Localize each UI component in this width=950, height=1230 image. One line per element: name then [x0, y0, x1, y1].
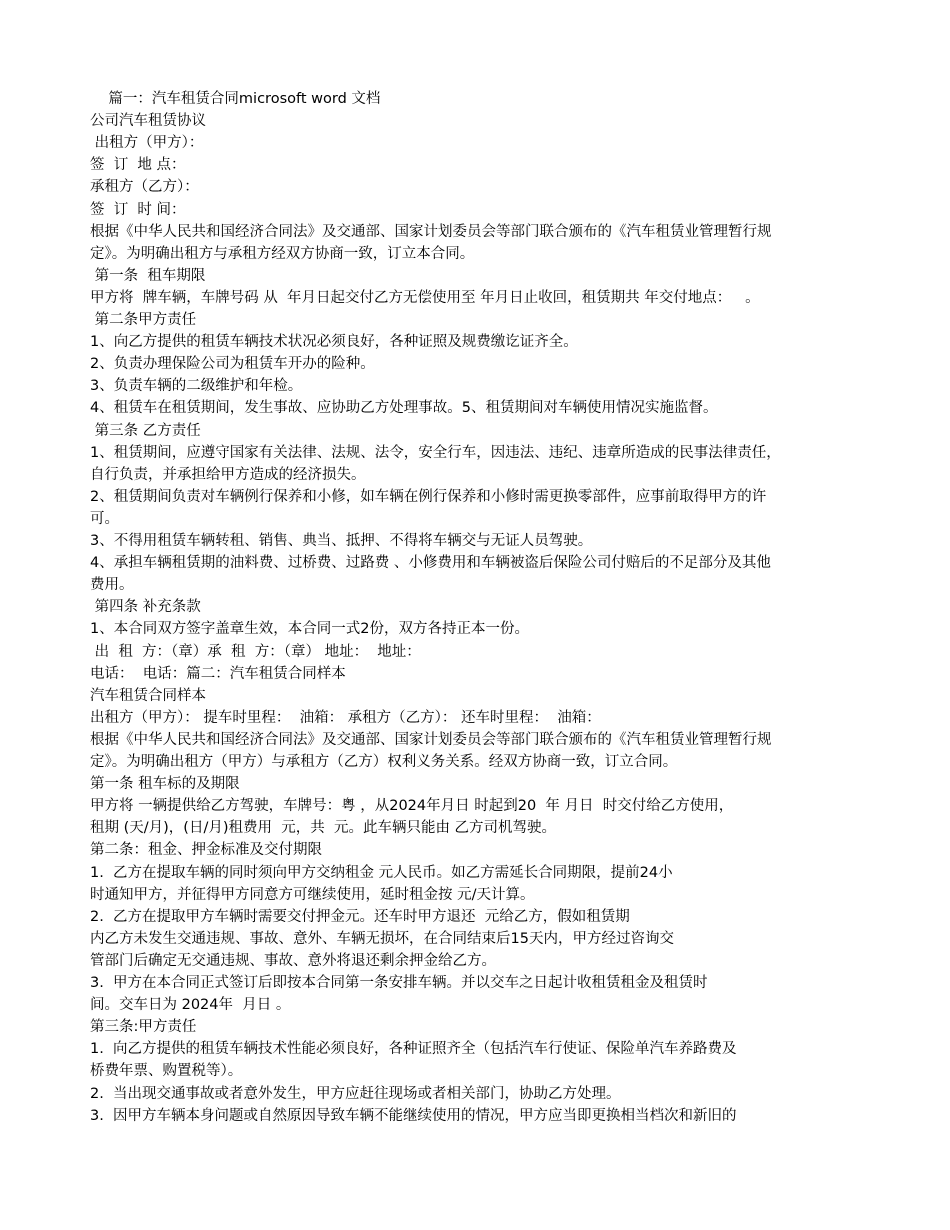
text-line: 汽车租赁合同样本 [90, 687, 206, 704]
text-line: 1、向乙方提供的租赁车辆技术状况必须良好，各种证照及规费缴讫证齐全。 [90, 334, 578, 351]
text-line: 出 租 方：（章）承 租 方：（章） 地址： 地址： [90, 643, 421, 660]
text-line: 根据《中华人民共和国经济合同法》及交通部、国家计划委员会等部门联合颁布的《汽车租赁业管理暂行规 [90, 223, 772, 240]
text-line: 间。交车日为 2024年 月日 。 [90, 997, 291, 1014]
text-line: 2. 当出现交通事故或者意外发生，甲方应赶往现场或者相关部门，协助乙方处理。 [90, 1085, 621, 1102]
text-line: 出租方（甲方）： 提车时里程： 油箱： 承租方（乙方）： 还车时里程： 油箱： [90, 709, 601, 726]
text-line: 甲方将 一辆提供给乙方驾驶，车牌号：粤 ，从2024年月日 时起到20 年 月日 时交付给乙方使用， [90, 798, 734, 815]
text-line: 4、承担车辆租赁期的油料费、过桥费、过路费 、小修费用和车辆被盗后保险公司付赔后的不足部分及其他 [90, 555, 771, 572]
text-line: 3. 因甲方车辆本身问题或自然原因导致车辆不能继续使用的情况，甲方应当即更换相当档次和新旧的 [90, 1107, 737, 1124]
text-line: 时通知甲方，并征得甲方同意方可继续使用，延时租金按 元/天计算。 [90, 886, 535, 903]
text-line: 甲方将 牌车辆，车牌号码 从 年月日起交付乙方无偿使用至 年月日止收回，租赁期共 年交付地点： 。 [90, 289, 760, 306]
text-line: 第三条:甲方责任 [90, 1019, 197, 1036]
text-line: 1. 乙方在提取车辆的同时须向甲方交纳租金 元人民币。如乙方需延长合同期限，提前24小 [90, 864, 673, 881]
text-line: 定》。为明确出租方与承租方经双方协商一致，订立本合同。 [90, 245, 475, 262]
text-line: 3、不得用租赁车辆转租、销售、典当、抵押、不得将车辆交与无证人员驾驶。 [90, 533, 593, 549]
text-line: 承租方（乙方）： [90, 179, 199, 196]
text-line: 租期 (天/月)，(日/月)租费用 元，共 元。此车辆只能由 乙方司机驾驶。 [90, 820, 557, 837]
text-line: 4、租赁车在租赁期间，发生事故、应协助乙方处理事故。5、租赁期间对车辆使用情况实施监督。 [90, 400, 718, 417]
text-line: 2、负责办理保险公司为租赁车开办的险种。 [90, 356, 375, 373]
text-line: 自行负责，并承担给甲方造成的经济损失。 [90, 466, 366, 483]
text-line: 第三条 乙方责任 [90, 422, 201, 439]
text-line: 1、租赁期间，应遵守国家有关法律、法规、法令，安全行车，因违法、违纪、违章所造成的民事法律责任， [90, 444, 781, 461]
text-line: 3、负责车辆的二级维护和年检。 [90, 378, 303, 395]
text-line: 电话： 电话：篇二：汽车租赁合同样本 [90, 665, 346, 682]
text-line: 费用。 [90, 577, 134, 594]
text-line: 桥费年票、购置税等）。 [90, 1063, 243, 1080]
text-line: 第一条 租车期限 [90, 267, 206, 284]
text-line: 第一条 租车标的及期限 [90, 776, 240, 793]
text-line: 2、租赁期间负责对车辆例行保养和小修，如车辆在例行保养和小修时需更换零部件，应事前取得甲方的许 [90, 488, 767, 505]
text-line: 管部门后确定无交通违规、事故、意外将退还剩余押金给乙方。 [90, 952, 496, 969]
text-line: 定》。为明确出租方（甲方）与承租方（乙方）权利义务关系。经双方协商一致，订立合同。 [90, 754, 678, 770]
text-line: 第二条：租金、押金标准及交付期限 [90, 842, 322, 859]
text-line: 第二条甲方责任 [90, 312, 197, 328]
text-line: 1. 向乙方提供的租赁车辆技术性能必须良好，各种证照齐全（包括汽车行使证、保险单汽车养路费及 [90, 1041, 737, 1058]
text-line: 2. 乙方在提取甲方车辆时需要交付押金元。还车时甲方退还 元给乙方，假如租赁期 [90, 908, 630, 925]
text-line: 1、本合同双方签字盖章生效，本合同一式2份，双方各持正本一份。 [90, 621, 529, 638]
text-line: 公司汽车租赁协议 [90, 113, 206, 130]
text-line: 内乙方未发生交通违规、事故、意外、车辆无损坏，在合同结束后15天内，甲方经过咨询交 [90, 930, 674, 947]
text-line: 签 订 地 点： [90, 157, 186, 174]
text-line: 3. 甲方在本合同正式签订后即按本合同第一条安排车辆。并以交车之日起计收租赁租金及租赁时 [90, 975, 708, 991]
text-line: 签 订 时 间： [90, 201, 186, 218]
text-line: 出租方（甲方）： [90, 135, 204, 152]
text-line: 篇一：汽车租赁合同microsoft word 文档 [90, 91, 381, 107]
text-line: 根据《中华人民共和国经济合同法》及交通部、国家计划委员会等部门联合颁布的《汽车租赁业管理暂行规 [90, 731, 772, 748]
text-line: 第四条 补充条款 [90, 599, 201, 616]
text-line: 可。 [90, 510, 119, 527]
